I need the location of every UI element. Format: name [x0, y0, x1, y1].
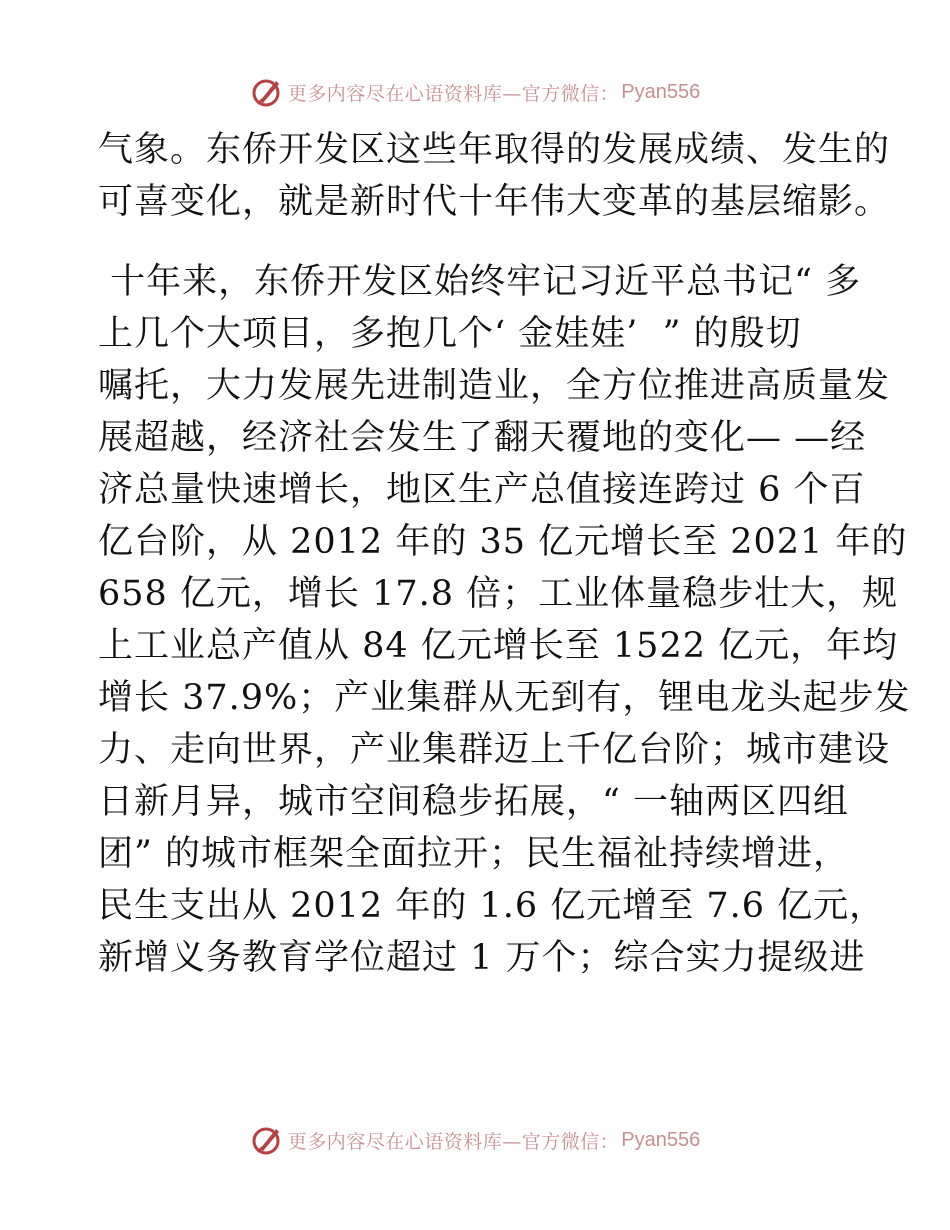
text-line: 658 亿元，增长 17.8 倍；工业体量稳步壮大，规 [98, 574, 899, 614]
text-line: 日新月异，城市空间稳步拓展，“ 一轴两区四组 [98, 782, 850, 822]
text-line: 上工业总产值从 84 亿元增长至 1522 亿元，年均 [98, 626, 899, 666]
paragraph-1 [98, 124, 891, 228]
watermark-text: 更多内容尽在心语资料库—官方微信： [287, 82, 620, 105]
text-line: 十年来，东侨开发区始终牢记习近平总书记“ 多 [98, 262, 862, 302]
text-line: 增长 37.9%；产业集群从无到有，锂电龙头起步发 [98, 678, 911, 718]
watermark-wechat-id: Pyan556 [621, 80, 701, 103]
document-body [98, 124, 911, 984]
header-watermark [0, 72, 950, 112]
watermark-text: 更多内容尽在心语资料库—官方微信： [287, 1130, 620, 1153]
paragraph-2 [98, 256, 911, 984]
text-line: 上几个大项目，多抱几个‘ 金娃娃’ ” 的殷切 [98, 314, 802, 354]
quill-logo-icon [250, 1123, 284, 1157]
text-line: 新增义务教育学位超过 1 万个；综合实力提级进 [98, 938, 866, 978]
text-line: 可喜变化，就是新时代十年伟大变革的基层缩影。 [98, 182, 891, 222]
text-line: 团” 的城市框架全面拉开；民生福祉持续增进， [98, 834, 850, 874]
text-line: 展超越，经济社会发生了翻天覆地的变化— —经 [98, 418, 867, 458]
footer-watermark [0, 1120, 950, 1160]
text-line: 嘱托，大力发展先进制造业，全方位推进高质量发 [98, 366, 891, 406]
watermark-wechat-id: Pyan556 [621, 1128, 701, 1151]
text-line: 民生支出从 2012 年的 1.6 亿元增至 7.6 亿元， [98, 886, 886, 926]
text-line: 济总量快速增长，地区生产总值接连跨过 6 个百 [98, 470, 866, 510]
text-line: 力、走向世界，产业集群迈上千亿台阶；城市建设 [98, 730, 891, 770]
text-line: 气象。东侨开发区这些年取得的发展成绩、发生的 [98, 130, 891, 170]
quill-logo-icon [250, 75, 284, 109]
text-line: 亿台阶，从 2012 年的 35 亿元增长至 2021 年的 [98, 522, 908, 562]
